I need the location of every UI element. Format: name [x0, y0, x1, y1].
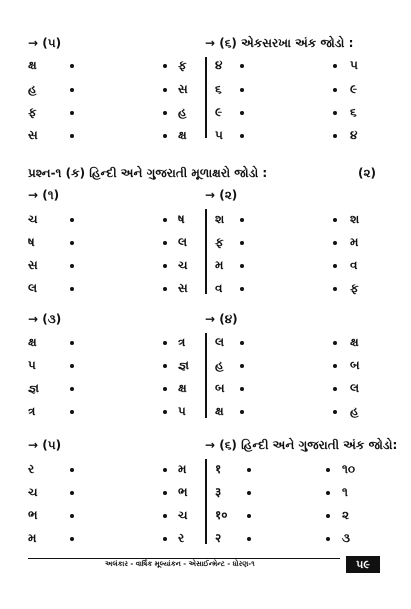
column-divider: [205, 333, 207, 418]
mid-letter: સ: [178, 82, 188, 96]
match-dot[interactable]: [70, 287, 74, 291]
right-letter: ફ: [215, 235, 224, 249]
match-dot[interactable]: [70, 264, 74, 268]
mid-letter: ષ: [178, 212, 185, 226]
column-divider: [205, 209, 207, 294]
right-letter: ક્ષ: [215, 404, 224, 418]
right-letter: ३: [215, 485, 222, 499]
mid-letter: ચ: [178, 508, 188, 522]
match-dot[interactable]: [333, 364, 337, 368]
left-letter: ત્ર: [28, 404, 36, 418]
match-dot[interactable]: [163, 111, 167, 115]
mid-letter: ત્ર: [178, 335, 186, 349]
left-letter: ફ: [28, 105, 37, 119]
footer-text: અલંકાર - વાર્ષિક મૂલ્યાંકન - એસાઈન્મેન્ટ - ધોરણ-૧: [105, 560, 255, 568]
far-letter: ૫: [350, 58, 358, 72]
mid-letter: મ: [178, 462, 187, 476]
section-4-heading: → (૫): [28, 438, 62, 452]
right-letter: લ: [215, 335, 225, 349]
far-letter: ૪: [350, 128, 358, 142]
left-letter: લ: [28, 281, 38, 295]
far-letter: બ: [350, 358, 360, 372]
right-letter: ૪: [215, 58, 223, 72]
match-dot[interactable]: [247, 491, 251, 495]
far-letter: ૧: [342, 485, 348, 499]
match-dot[interactable]: [163, 218, 167, 222]
right-letter: વ: [215, 281, 223, 295]
section-1-heading: → (૫): [28, 36, 62, 50]
mid-letter: ર: [178, 531, 185, 545]
section-4-heading-right: → (૬) હિન્દી અને ગુજરાતી અંક જોડો:: [205, 438, 398, 452]
match-dot[interactable]: [163, 134, 167, 138]
footer-rule: [28, 558, 340, 559]
match-dot[interactable]: [333, 134, 337, 138]
match-dot[interactable]: [333, 241, 337, 245]
right-letter: ૫: [215, 128, 223, 142]
match-dot[interactable]: [70, 364, 74, 368]
match-dot[interactable]: [70, 514, 74, 518]
left-letter: સ: [28, 258, 38, 272]
match-dot[interactable]: [333, 64, 337, 68]
match-dot[interactable]: [70, 341, 74, 345]
far-letter: ૬: [350, 105, 357, 119]
section-3-heading: → (૩): [28, 312, 62, 326]
mid-letter: ચ: [178, 258, 188, 272]
far-letter: શ: [350, 212, 360, 226]
far-letter: ૨: [342, 508, 350, 522]
match-dot[interactable]: [163, 364, 167, 368]
match-dot[interactable]: [240, 364, 244, 368]
question-label: પ્રશ્ન-૧ (ક) હિન્દી અને ગુજરાતી મૂળાક્ષરો જોડો :: [28, 166, 268, 180]
match-dot[interactable]: [70, 537, 74, 541]
column-divider: [205, 459, 207, 544]
right-letter: મ: [215, 258, 224, 272]
left-letter: ષ: [28, 235, 35, 249]
left-letter: પ: [28, 358, 36, 372]
match-dot[interactable]: [240, 64, 244, 68]
match-dot[interactable]: [240, 341, 244, 345]
match-dot[interactable]: [247, 468, 251, 472]
match-dot[interactable]: [70, 64, 74, 68]
section-1-heading-right: → (૬) એકસરખા અંક જોડો :: [205, 36, 354, 50]
far-letter: વ: [350, 258, 358, 272]
match-dot[interactable]: [163, 468, 167, 472]
far-letter: ૧૦: [342, 462, 356, 476]
match-dot[interactable]: [70, 218, 74, 222]
match-dot[interactable]: [240, 88, 244, 92]
match-dot[interactable]: [163, 514, 167, 518]
far-letter: મ: [350, 235, 359, 249]
match-dot[interactable]: [240, 264, 244, 268]
right-letter: १: [215, 462, 222, 476]
match-dot[interactable]: [333, 264, 337, 268]
left-letter: ક્ષ: [28, 58, 37, 72]
match-dot[interactable]: [70, 491, 74, 495]
far-letter: ૯: [350, 82, 358, 96]
match-dot[interactable]: [247, 537, 251, 541]
left-letter: ચ: [28, 485, 38, 499]
right-letter: ૯: [215, 105, 223, 119]
match-dot[interactable]: [326, 491, 330, 495]
mid-letter: ક્ષ: [178, 381, 187, 395]
match-dot[interactable]: [326, 537, 330, 541]
section-2-heading: → (૧): [28, 188, 60, 202]
match-dot[interactable]: [163, 64, 167, 68]
left-letter: ક્ષ: [28, 335, 37, 349]
page-number: ૫૯: [346, 556, 380, 573]
match-dot[interactable]: [247, 514, 251, 518]
right-letter: બ: [215, 381, 225, 395]
match-dot[interactable]: [240, 387, 244, 391]
mid-letter: પ: [178, 404, 186, 418]
question-marks: (૨): [358, 166, 377, 180]
far-letter: હ: [350, 404, 359, 418]
mid-letter: ક્ષ: [178, 128, 187, 142]
match-dot[interactable]: [240, 287, 244, 291]
right-letter: ૬: [215, 82, 222, 96]
match-dot[interactable]: [333, 111, 337, 115]
match-dot[interactable]: [333, 287, 337, 291]
match-dot[interactable]: [240, 241, 244, 245]
far-letter: ક્ષ: [350, 335, 359, 349]
mid-letter: સ: [178, 281, 188, 295]
right-letter: १०: [215, 508, 228, 522]
far-letter: ફ: [350, 281, 359, 295]
match-dot[interactable]: [163, 88, 167, 92]
mid-letter: હ: [178, 105, 187, 119]
match-dot[interactable]: [163, 287, 167, 291]
section-3-heading-right: → (૪): [205, 312, 238, 326]
left-letter: હ: [28, 82, 37, 96]
match-dot[interactable]: [326, 468, 330, 472]
left-letter: ચ: [28, 212, 38, 226]
match-dot[interactable]: [163, 241, 167, 245]
match-dot[interactable]: [163, 537, 167, 541]
left-letter: સ: [28, 128, 38, 142]
match-dot[interactable]: [240, 134, 244, 138]
section-2-heading-right: → (૨): [205, 188, 238, 202]
match-dot[interactable]: [326, 514, 330, 518]
far-letter: લ: [350, 381, 360, 395]
match-dot[interactable]: [163, 264, 167, 268]
match-dot[interactable]: [333, 341, 337, 345]
mid-letter: લ: [178, 235, 188, 249]
match-dot[interactable]: [163, 341, 167, 345]
match-dot[interactable]: [70, 88, 74, 92]
left-letter: મ: [28, 531, 37, 545]
left-letter: ભ: [28, 508, 38, 522]
match-dot[interactable]: [240, 410, 244, 414]
match-dot[interactable]: [333, 387, 337, 391]
left-letter: ર: [28, 462, 35, 476]
match-dot[interactable]: [70, 468, 74, 472]
mid-letter: ફ: [178, 58, 187, 72]
match-dot[interactable]: [70, 410, 74, 414]
match-dot[interactable]: [70, 111, 74, 115]
match-dot[interactable]: [163, 491, 167, 495]
match-dot[interactable]: [70, 134, 74, 138]
match-dot[interactable]: [240, 218, 244, 222]
mid-letter: ભ: [178, 485, 188, 499]
right-letter: હ: [215, 358, 224, 372]
match-dot[interactable]: [240, 111, 244, 115]
match-dot[interactable]: [333, 218, 337, 222]
far-letter: ૩: [342, 531, 350, 545]
match-dot[interactable]: [163, 410, 167, 414]
column-divider: [205, 57, 207, 138]
match-dot[interactable]: [333, 88, 337, 92]
match-dot[interactable]: [333, 410, 337, 414]
mid-letter: જ્ઞ: [178, 358, 189, 372]
match-dot[interactable]: [163, 387, 167, 391]
right-letter: શ: [215, 212, 225, 226]
match-dot[interactable]: [70, 241, 74, 245]
match-dot[interactable]: [70, 387, 74, 391]
right-letter: २: [215, 531, 222, 545]
left-letter: જ્ઞ: [28, 381, 39, 395]
